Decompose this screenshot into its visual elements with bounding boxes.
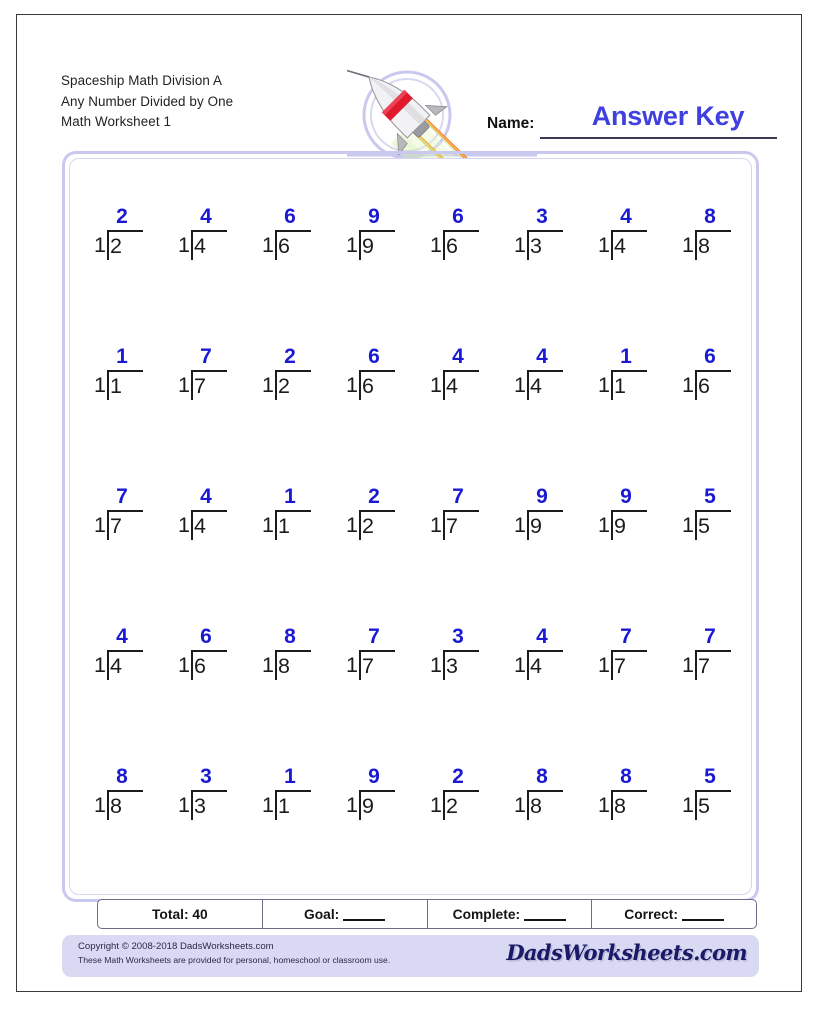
division-problem <box>507 766 567 832</box>
dividend: 3 <box>194 794 206 818</box>
problem-cell <box>243 200 327 340</box>
division-problem <box>171 766 231 832</box>
problem-cell <box>663 200 747 340</box>
problem-row <box>75 200 747 340</box>
divisor: 1 <box>514 793 526 817</box>
problem-cell <box>159 340 243 480</box>
score-cell-total <box>98 900 263 928</box>
problem-cell <box>663 340 747 480</box>
problem-cell <box>327 760 411 900</box>
problem-cell <box>663 480 747 620</box>
complete-label: Complete: <box>452 906 521 922</box>
quotient-answer: 2 <box>116 205 128 228</box>
dividend: 5 <box>698 794 710 818</box>
score-cell-correct <box>592 900 756 928</box>
quotient-answer: 6 <box>452 205 464 228</box>
problem-row <box>75 480 747 620</box>
quotient-answer: 7 <box>200 345 212 368</box>
divisor: 1 <box>94 233 106 257</box>
dividend: 7 <box>362 654 374 678</box>
division-problem <box>591 626 651 692</box>
quotient-answer: 1 <box>284 765 296 788</box>
quotient-answer: 8 <box>284 625 296 648</box>
divisor: 1 <box>430 793 442 817</box>
divisor: 1 <box>598 653 610 677</box>
dividend: 4 <box>614 234 626 258</box>
division-problem <box>255 346 315 412</box>
dividend: 6 <box>362 374 374 398</box>
quotient-answer: 4 <box>620 205 632 228</box>
goal-label: Goal: <box>303 906 340 922</box>
division-problem <box>339 206 399 272</box>
divisor: 1 <box>514 653 526 677</box>
divisor: 1 <box>346 233 358 257</box>
dividend: 2 <box>110 234 122 258</box>
divisor: 1 <box>514 233 526 257</box>
problem-cell <box>579 620 663 760</box>
dividend: 4 <box>194 514 206 538</box>
problem-cell <box>75 620 159 760</box>
dividend: 8 <box>698 234 710 258</box>
dividend: 8 <box>278 654 290 678</box>
correct-label: Correct: <box>624 906 678 922</box>
divisor: 1 <box>178 793 190 817</box>
division-problem <box>255 486 315 552</box>
title-line-3: Math Worksheet 1 <box>61 114 172 129</box>
division-problem <box>675 766 735 832</box>
division-problem <box>339 346 399 412</box>
problem-grid <box>75 200 747 900</box>
division-problem <box>591 346 651 412</box>
problem-cell <box>495 760 579 900</box>
divisor: 1 <box>682 653 694 677</box>
divisor: 1 <box>682 233 694 257</box>
worksheet-page <box>16 14 802 992</box>
divisor: 1 <box>178 513 190 537</box>
dividend: 4 <box>110 654 122 678</box>
dividend: 6 <box>194 654 206 678</box>
dividend: 9 <box>362 234 374 258</box>
divisor: 1 <box>346 373 358 397</box>
dividend: 2 <box>278 374 290 398</box>
dividend: 2 <box>446 794 458 818</box>
division-problem <box>423 766 483 832</box>
problem-cell <box>159 760 243 900</box>
problem-row <box>75 620 747 760</box>
division-problem <box>255 206 315 272</box>
division-problem <box>675 486 735 552</box>
divisor: 1 <box>94 793 106 817</box>
dividend: 4 <box>446 374 458 398</box>
division-problem <box>87 766 147 832</box>
dividend: 9 <box>362 794 374 818</box>
problem-cell <box>75 480 159 620</box>
division-problem <box>171 206 231 272</box>
quotient-answer: 7 <box>368 625 380 648</box>
quotient-answer: 5 <box>704 485 716 508</box>
problem-cell <box>243 480 327 620</box>
division-problem <box>339 766 399 832</box>
divisor: 1 <box>178 233 190 257</box>
dividend: 3 <box>530 234 542 258</box>
problem-row <box>75 760 747 900</box>
dividend: 2 <box>362 514 374 538</box>
divisor: 1 <box>262 233 274 257</box>
quotient-answer: 8 <box>704 205 716 228</box>
title-line-1: Spaceship Math Division A <box>61 73 223 88</box>
problem-cell <box>75 340 159 480</box>
problem-cell <box>495 620 579 760</box>
quotient-answer: 2 <box>368 485 380 508</box>
divisor: 1 <box>346 653 358 677</box>
dividend: 8 <box>530 794 542 818</box>
division-problem <box>423 346 483 412</box>
dividend: 4 <box>530 374 542 398</box>
quotient-answer: 9 <box>368 765 380 788</box>
problem-cell <box>663 760 747 900</box>
dividend: 1 <box>110 374 122 398</box>
divisor: 1 <box>346 793 358 817</box>
quotient-answer: 4 <box>116 625 128 648</box>
division-problem <box>591 766 651 832</box>
divisor: 1 <box>682 513 694 537</box>
problem-cell <box>411 760 495 900</box>
quotient-answer: 7 <box>452 485 464 508</box>
divisor: 1 <box>94 373 106 397</box>
problem-cell <box>159 480 243 620</box>
dividend: 7 <box>446 514 458 538</box>
division-problem <box>171 486 231 552</box>
divisor: 1 <box>430 653 442 677</box>
division-problem <box>507 486 567 552</box>
quotient-answer: 6 <box>284 205 296 228</box>
problem-cell <box>159 620 243 760</box>
divisor: 1 <box>346 513 358 537</box>
name-field-area <box>487 101 777 147</box>
dividend: 5 <box>698 514 710 538</box>
division-problem <box>507 206 567 272</box>
problem-cell <box>243 340 327 480</box>
problem-cell <box>243 620 327 760</box>
dividend: 4 <box>194 234 206 258</box>
quotient-answer: 1 <box>620 345 632 368</box>
divisor: 1 <box>178 373 190 397</box>
divisor: 1 <box>262 653 274 677</box>
problem-cell <box>495 200 579 340</box>
quotient-answer: 6 <box>704 345 716 368</box>
dividend: 9 <box>530 514 542 538</box>
complete-blank[interactable] <box>524 908 566 921</box>
division-problem <box>171 626 231 692</box>
problem-cell <box>663 620 747 760</box>
problem-cell <box>327 200 411 340</box>
division-problem <box>339 626 399 692</box>
score-cell-complete <box>428 900 593 928</box>
division-problem <box>507 346 567 412</box>
quotient-answer: 6 <box>200 625 212 648</box>
quotient-answer: 3 <box>200 765 212 788</box>
quotient-answer: 4 <box>536 345 548 368</box>
dividend: 6 <box>278 234 290 258</box>
name-label: Name: <box>487 115 535 132</box>
quotient-answer: 3 <box>452 625 464 648</box>
divisor: 1 <box>178 653 190 677</box>
problem-cell <box>159 200 243 340</box>
problem-cell <box>327 340 411 480</box>
problem-cell <box>75 200 159 340</box>
quotient-answer: 4 <box>536 625 548 648</box>
problem-cell <box>243 760 327 900</box>
divisor: 1 <box>430 373 442 397</box>
division-problem <box>255 626 315 692</box>
quotient-answer: 9 <box>368 205 380 228</box>
quotient-answer: 7 <box>116 485 128 508</box>
division-problem <box>507 626 567 692</box>
quotient-answer: 7 <box>704 625 716 648</box>
division-problem <box>591 486 651 552</box>
quotient-answer: 9 <box>536 485 548 508</box>
divisor: 1 <box>682 793 694 817</box>
dividend: 7 <box>194 374 206 398</box>
goal-blank[interactable] <box>343 908 385 921</box>
problem-cell <box>579 200 663 340</box>
quotient-answer: 7 <box>620 625 632 648</box>
divisor: 1 <box>94 653 106 677</box>
dividend: 6 <box>698 374 710 398</box>
score-cell-goal <box>263 900 428 928</box>
division-problem <box>87 346 147 412</box>
copyright-text: Copyright © 2008-2018 DadsWorksheets.com <box>78 941 274 952</box>
dadsworksheets-logo: DadsWorksheets.com <box>506 940 747 965</box>
quotient-answer: 4 <box>200 485 212 508</box>
problem-cell <box>495 480 579 620</box>
divisor: 1 <box>262 513 274 537</box>
divisor: 1 <box>598 513 610 537</box>
quotient-answer: 2 <box>452 765 464 788</box>
name-write-line[interactable] <box>540 137 777 139</box>
quotient-answer: 3 <box>536 205 548 228</box>
division-problem <box>255 766 315 832</box>
problem-cell <box>411 200 495 340</box>
dividend: 8 <box>614 794 626 818</box>
division-problem <box>591 206 651 272</box>
division-problem <box>675 626 735 692</box>
quotient-answer: 8 <box>116 765 128 788</box>
division-problem <box>423 626 483 692</box>
quotient-answer: 1 <box>284 485 296 508</box>
quotient-answer: 4 <box>452 345 464 368</box>
division-problem <box>87 206 147 272</box>
quotient-answer: 1 <box>116 345 128 368</box>
quotient-answer: 9 <box>620 485 632 508</box>
dividend: 9 <box>614 514 626 538</box>
divisor: 1 <box>598 233 610 257</box>
page-header <box>17 15 801 155</box>
divisor: 1 <box>262 793 274 817</box>
dividend: 1 <box>278 514 290 538</box>
dividend: 7 <box>698 654 710 678</box>
problem-row <box>75 340 747 480</box>
divisor: 1 <box>514 513 526 537</box>
worksheet-title-block <box>61 71 233 133</box>
title-line-2: Any Number Divided by One <box>61 93 234 109</box>
problem-cell <box>411 620 495 760</box>
quotient-answer: 4 <box>200 205 212 228</box>
answer-key-stamp: Answer Key <box>591 101 745 131</box>
problem-cell <box>411 480 495 620</box>
dividend: 6 <box>446 234 458 258</box>
division-problem <box>87 486 147 552</box>
quotient-answer: 8 <box>620 765 632 788</box>
page-footer <box>62 935 759 977</box>
divisor: 1 <box>94 513 106 537</box>
divisor: 1 <box>430 513 442 537</box>
score-box <box>97 899 757 929</box>
dividend: 7 <box>614 654 626 678</box>
quotient-answer: 6 <box>368 345 380 368</box>
division-problem <box>423 206 483 272</box>
division-problem <box>675 346 735 412</box>
dividend: 1 <box>614 374 626 398</box>
problem-cell <box>579 480 663 620</box>
division-problem <box>675 206 735 272</box>
divisor: 1 <box>430 233 442 257</box>
dividend: 7 <box>110 514 122 538</box>
divisor: 1 <box>514 373 526 397</box>
problem-cell <box>327 480 411 620</box>
problem-cell <box>579 340 663 480</box>
divisor: 1 <box>682 373 694 397</box>
dividend: 8 <box>110 794 122 818</box>
quotient-answer: 2 <box>284 345 296 368</box>
problem-cell <box>411 340 495 480</box>
correct-blank[interactable] <box>682 908 724 921</box>
usage-text: These Math Worksheets are provided for personal, homeschool or classroom use. <box>78 955 391 965</box>
division-problem <box>87 626 147 692</box>
dividend: 4 <box>530 654 542 678</box>
quotient-answer: 5 <box>704 765 716 788</box>
division-problem <box>423 486 483 552</box>
problem-cell <box>579 760 663 900</box>
quotient-answer: 8 <box>536 765 548 788</box>
divisor: 1 <box>598 373 610 397</box>
division-problem <box>339 486 399 552</box>
dividend: 3 <box>446 654 458 678</box>
divisor: 1 <box>598 793 610 817</box>
total-label: Total: 40 <box>152 906 208 922</box>
problem-cell <box>327 620 411 760</box>
division-problem <box>171 346 231 412</box>
dividend: 1 <box>278 794 290 818</box>
problem-cell <box>495 340 579 480</box>
divisor: 1 <box>262 373 274 397</box>
problem-cell <box>75 760 159 900</box>
